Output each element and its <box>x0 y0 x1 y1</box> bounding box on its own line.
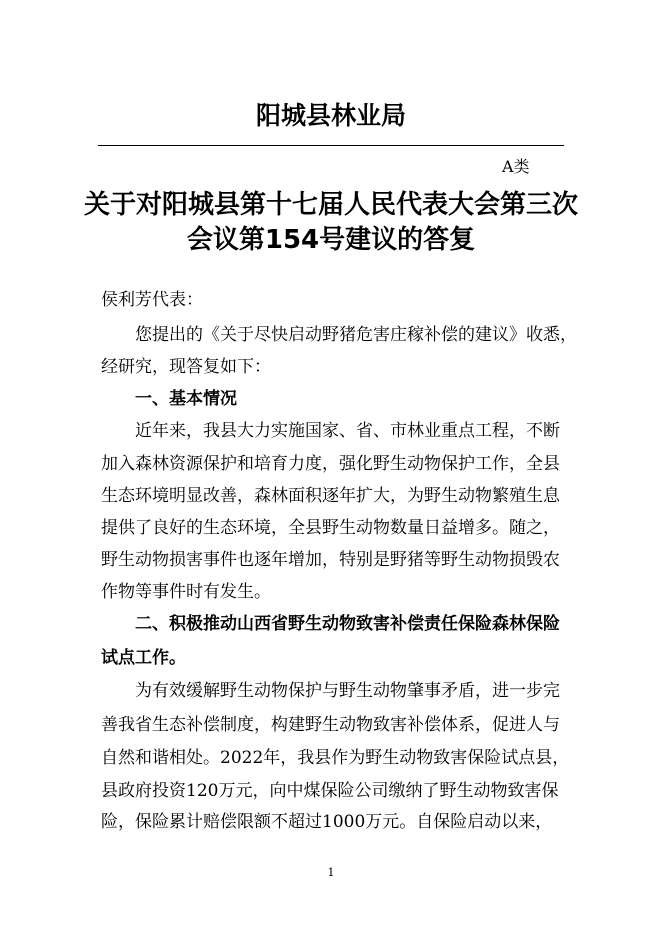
section-heading-2-cont: 试点工作。 <box>101 648 186 668</box>
body-line: 作物等事件时有发生。 <box>101 582 271 602</box>
issuing-organization: 阳城县林业局 <box>255 101 406 130</box>
body-line: 近年来，我县大力实施国家、省、市林业重点工程，不断 <box>101 421 560 441</box>
section-heading-2: 二、积极推动山西省野生动物致害补偿责任保险森林保险 <box>101 614 560 634</box>
page-number: 1 <box>327 866 335 879</box>
body-line: 县政府投资120万元，向中煤保险公司缴纳了野生动物致害保 <box>101 781 559 801</box>
body-line: 为有效缓解野生动物保护与野生动物肇事矛盾，进一步完 <box>101 681 560 701</box>
body-line: 生态环境明显改善，森林面积逐年扩大，为野生动物繁殖生息 <box>101 486 560 506</box>
body-line: 提供了良好的生态环境，全县野生动物数量日益增多。随之， <box>101 518 560 538</box>
document-title-line-2: 会议第154号建议的答复 <box>186 225 476 255</box>
body-line: 经研究，现答复如下： <box>101 357 271 377</box>
body-line: 险，保险累计赔偿限额不超过1000万元。自保险启动以来， <box>101 812 553 832</box>
body-line: 自然和谐相处。2022年，我县作为野生动物致害保险试点县， <box>101 748 570 768</box>
salutation: 侯利芳代表： <box>101 290 203 310</box>
body-line: 野生动物损害事件也逐年增加，特别是野猪等野生动物损毁农 <box>101 550 560 570</box>
section-heading-1: 一、基本情况 <box>101 389 237 409</box>
body-line: 善我省生态补偿制度，构建野生动物致害补偿体系，促进人与 <box>101 715 560 735</box>
body-line: 加入森林资源保护和培育力度，强化野生动物保护工作，全县 <box>101 454 560 474</box>
header-rule <box>98 145 564 146</box>
document-title-line-1: 关于对阳城县第十七届人民代表大会第三次 <box>83 190 578 220</box>
body-line: 您提出的《关于尽快启动野猪危害庄稼补偿的建议》收悉， <box>101 325 577 345</box>
classification-label: A类 <box>502 157 530 176</box>
